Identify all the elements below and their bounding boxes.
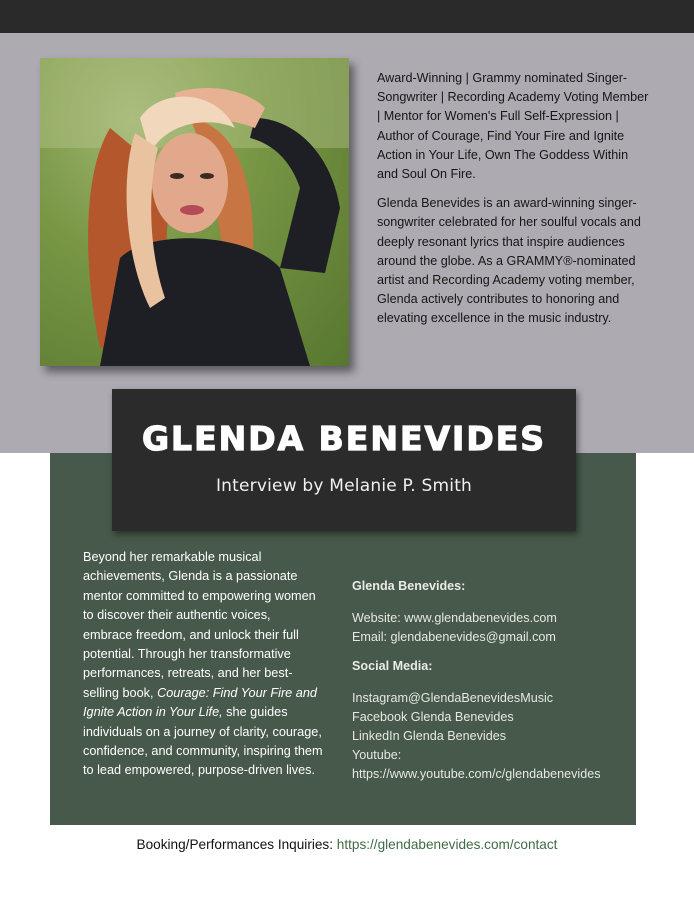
contact-page-link[interactable]: https://glendabenevides.com/contact <box>336 837 558 852</box>
contact-heading: Glenda Benevides: <box>352 579 466 593</box>
top-bar <box>0 0 694 33</box>
name-box <box>112 389 576 531</box>
bio-section <box>377 69 652 339</box>
bio-tagline: Award-Winning | Grammy nominated Singer-Songwriter | Recording Academy Voting Member | Mentor for Women's Full Self-Expression | Author of Courage, Find Your Fire and Ignite Action in Your Life, Own The Goddess Within and Soul On Fire. <box>377 71 649 182</box>
email-link[interactable]: Email: glendabenevides@gmail.com <box>352 630 556 644</box>
story-paragraph <box>83 548 323 781</box>
facebook-link[interactable]: Facebook Glenda Benevides <box>352 710 514 724</box>
linkedin-link[interactable]: LinkedIn Glenda Benevides <box>352 729 507 743</box>
story-part-2: she guides individuals on a journey of clarity, courage, confidence, and community, inspiring them to lead empowered, purpose-driven lives. <box>83 705 323 778</box>
social-heading: Social Media: <box>352 659 433 673</box>
website-link[interactable]: Website: www.glendabenevides.com <box>352 611 557 625</box>
bio-description: Glenda Benevides is an award-winning singer-songwriter celebrated for her soulful vocals and deeply resonant lyrics that inspire audiences around the globe. As a GRAMMY®-nominated artist and Recording Academy voting member, Glenda actively contributes to honoring and elevating excellence in the music industry. <box>377 196 641 326</box>
contact-section <box>352 577 622 784</box>
footer-label: Booking/Performances Inquiries: <box>136 837 337 852</box>
book-title: Courage: Find Your Fire and Ignite Action in Your Life, <box>83 685 317 720</box>
story-part-1: Beyond her remarkable musical achievements, Glenda is a passionate mentor committed to empowering women to discover their authentic voices, embrace freedom, and unlock their full potential. Through her transformative performances, retreats, and her best-selling book, <box>83 550 316 700</box>
interview-byline: Interview by Melanie P. Smith <box>215 476 473 496</box>
page-title: GLENDA BENEVIDES <box>141 419 547 458</box>
youtube-link[interactable]: Youtube: https://www.youtube.com/c/glendabenevides <box>352 748 601 781</box>
portrait-photo <box>40 58 349 366</box>
footer <box>0 837 694 852</box>
instagram-link[interactable]: Instagram@GlendaBenevidesMusic <box>352 691 554 705</box>
